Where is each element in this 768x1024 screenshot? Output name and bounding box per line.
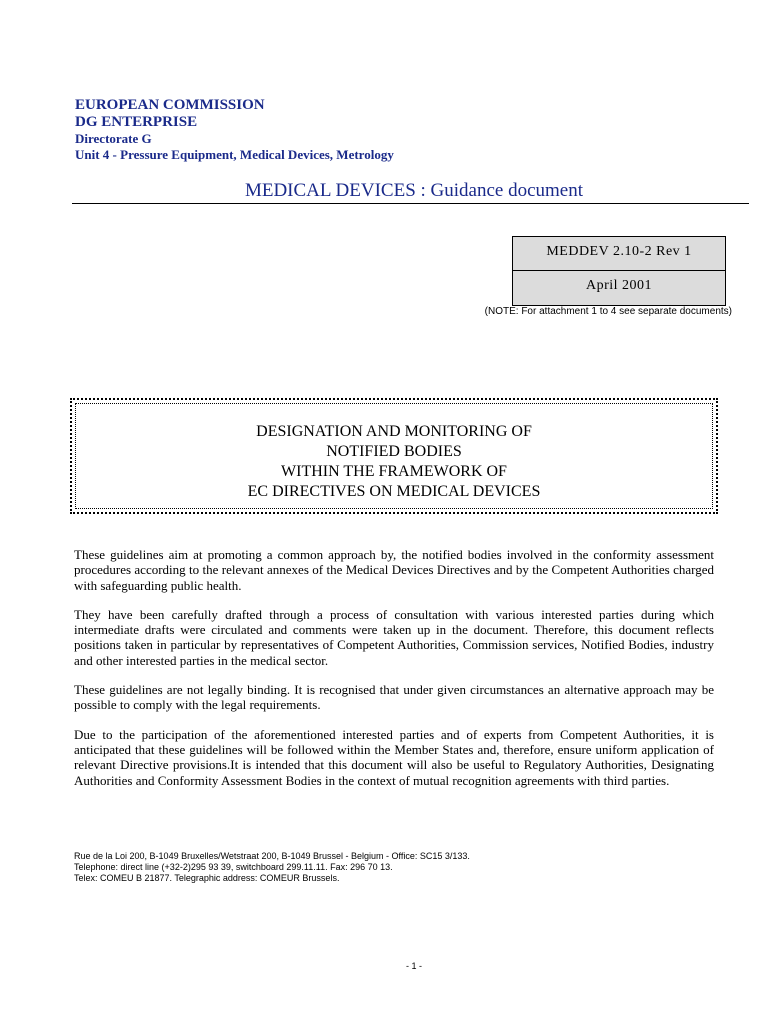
org-name: EUROPEAN COMMISSION [75,97,265,113]
org-dg: DG ENTERPRISE [75,114,198,130]
paragraph: They have been carefully drafted through a process of consultation with various interested parties during which intermediate drafts were circulated and comments were taken up in the document. Therefore, this document reflects positions taken in particular by representatives of Competent Authorities, Commission services, Notified Bodies, industry and other interested parties in the medical sector. [74,606,714,668]
paragraph: These guidelines aim at promoting a common approach by, the notified bodies involved in the conformity assessment procedures according to the relevant annexes of the Medical Devices Directives and by the Competent Authorities charged with safeguarding public health. [74,547,714,593]
main-title-line: DESIGNATION AND MONITORING OF [256,423,532,440]
main-title-line: NOTIFIED BODIES [326,443,462,460]
address-line: Telex: COMEU B 21877. Telegraphic address: COMEUR Brussels. [74,873,340,883]
main-title [72,422,716,502]
paragraph: These guidelines are not legally binding. It is recognised that under given circumstances an alternative approach may be possible to comply with the legal requirements. [74,682,714,713]
organization-header [75,97,394,163]
page-number: - 1 - [405,961,422,971]
main-title-line: WITHIN THE FRAMEWORK OF [281,463,507,480]
body-text [74,547,714,802]
org-unit: Unit 4 - Pressure Equipment, Medical Devices, Metrology [75,147,394,162]
paragraph: Due to the participation of the aforementioned interested parties and of experts from Competent Authorities, it is anticipated that these guidelines will be followed within the Member States and, therefore, ensure uniform application of relevant Directive provisions.It is intended that this document will also be useful to Regulatory Authorities, Designating Authorities and Conformity Assessment Bodies in the context of mutual recognition agreements with third parties. [74,726,714,788]
title-divider [72,203,749,204]
reference-code: MEDDEV 2.10-2 Rev 1 [546,244,692,259]
reference-date: April 2001 [513,270,725,305]
address-line: Rue de la Loi 200, B-1049 Bruxelles/Wetstraat 200, B-1049 Brussel - Belgium - Office: SC15 3/133. [74,851,470,861]
attachment-note: (NOTE: For attachment 1 to 4 see separate documents) [484,306,732,317]
document-title: MEDICAL DEVICES : Guidance document [244,180,584,201]
main-title-box [70,398,718,514]
address-line: Telephone: direct line (+32-2)295 93 39, switchboard 299.11.11. Fax: 296 70 13. [74,862,393,872]
org-directorate: Directorate G [75,131,152,146]
reference-box [512,236,726,306]
address-footer [74,851,714,884]
main-title-line: EC DIRECTIVES ON MEDICAL DEVICES [247,483,541,500]
